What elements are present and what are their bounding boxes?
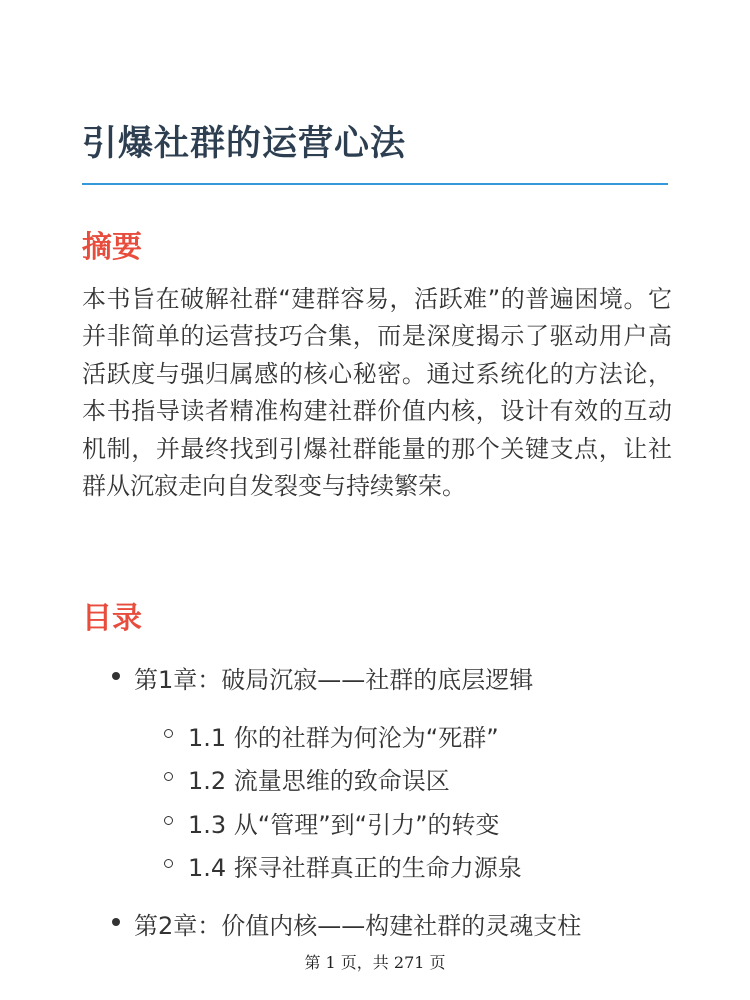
bullet-circle-icon (164, 772, 173, 781)
toc-section-label: 1.4 探寻社群真正的生命力源泉 (188, 854, 522, 882)
bullet-circle-icon (164, 816, 173, 825)
abstract-heading: 摘要 (82, 230, 142, 265)
toc-heading: 目录 (82, 601, 142, 636)
toc-section-label: 1.1 你的社群为何沦为“死群” (188, 724, 499, 752)
bullet-dot-icon (112, 672, 120, 680)
toc-section-label: 1.2 流量思维的致命误区 (188, 767, 450, 795)
toc-chapter-label: 第2章：价值内核——构建社群的灵魂支柱 (134, 912, 582, 940)
bullet-circle-icon (164, 729, 173, 738)
toc-section-1-3 (188, 805, 500, 840)
toc-chapter-1 (134, 660, 533, 695)
title-divider (82, 183, 668, 185)
toc-section-label: 1.3 从“管理”到“引力”的转变 (188, 811, 500, 839)
abstract-body: 本书旨在破解社群“建群容易，活跃难”的普遍困境。它并非简单的运营技巧合集，而是深度揭示了驱动用户高活跃度与强归属感的核心秘密。通过系统化的方法论，本书指导读者精准构建社群价值内核，设计有效的互动机制，并最终找到引爆社群能量的那个关键支点，让社群从沉寂走向自发裂变与持续繁荣。 (82, 285, 672, 501)
toc-chapter-label: 第1章：破局沉寂——社群的底层逻辑 (134, 666, 534, 694)
toc-section-1-1 (188, 718, 499, 753)
bullet-dot-icon (112, 918, 120, 926)
toc-section-1-4 (188, 848, 522, 883)
page-number-footer: 第 1 页，共 271 页 (304, 953, 446, 972)
toc-chapter-2 (134, 906, 581, 941)
toc-section-1-2 (188, 761, 450, 796)
bullet-circle-icon (164, 859, 173, 868)
document-title: 引爆社群的运营心法 (82, 124, 407, 164)
